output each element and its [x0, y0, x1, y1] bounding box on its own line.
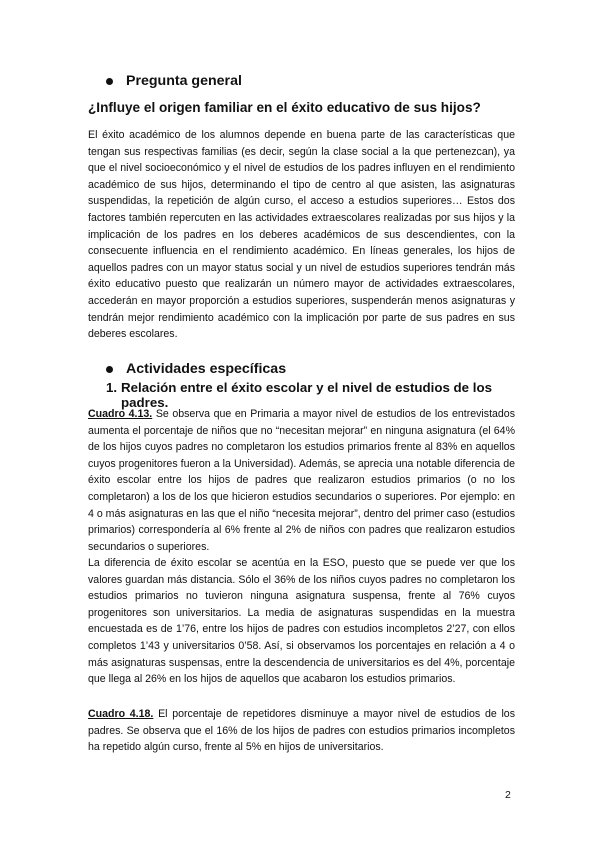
- item-title: Relación entre el éxito escolar y el nivel de estudios de los padres.: [121, 380, 492, 410]
- paragraph-cuadro-4-13: [88, 406, 515, 555]
- general-question: ¿Influye el origen familiar en el éxito educativo de sus hijos?: [88, 100, 481, 115]
- item-number: 1.: [106, 380, 118, 395]
- specific-heading: [88, 361, 515, 377]
- table-reference: Cuadro 4.18.: [88, 708, 154, 720]
- page-number: 2: [505, 789, 511, 801]
- bullet-icon: [106, 366, 113, 373]
- general-heading: [88, 73, 515, 89]
- general-paragraph: El éxito académico de los alumnos depende en buena parte de las características que tengan sus respectivas familias (es decir, según la clase social a la que pertenezcan), ya que el nivel socioeconómico y el nivel de estudios de los padres influyen en el rendimiento académico de sus hijos, determinando el tipo de centro al que asisten, las asignaturas suspendidas, la repetición de algún curso, el acceso a estudios superiores… Estos dos factores también repercuten en las actividades extraescolares realizadas por sus hijos y la implicación de los padres en los deberes académicos de sus descendientes, con la consecuente influencia en el rendimiento académico. En líneas generales, los hijos de aquellos padres con un mayor status social y un nivel de estudios superiores tendrán más éxito educativo puesto que realizarán un número mayor de actividades extraescolares, accederán en mayor proporción a estudios superiores, suspenderán menos asignaturas y tendrán mejor rendimiento académico con la implicación por parte de sus padres en sus deberes escolares.: [88, 129, 515, 341]
- general-heading-text: Pregunta general: [126, 73, 242, 89]
- paragraph-text: El porcentaje de repetidores disminuye a mayor nivel de estudios de los padres. Se observa que el 16% de los hijos de padres con estudios primarios incompletos ha repetido algún curso, frente al 5% en hijos de universitarios.: [88, 708, 515, 754]
- specific-heading-text: Actividades específicas: [126, 361, 287, 377]
- paragraph-text: Se observa que en Primaria a mayor nivel de estudios de los entrevistados aumenta el porcentaje de niños que no “necesitan mejorar” en ninguna asignatura (el 64% de los hijos cuyos padres no completaron los estudios primarios frente al 83% en aquellos cuyos progenitores fueron a la Universidad). Además, se aprecia una notable diferencia de éxito escolar entre los hijos de padres que realizaron estudios primarios (o no los completaron) a los de los que hicieron estudios secundarios o superiores. Por ejemplo: en 4 o más asignaturas en las que el niño “necesita mejorar”, dentro del primer caso (estudios primarios) correspondería al 6% frente al 2% de niños con padres que realizaron estudios secundarios o superiores.: [88, 408, 515, 553]
- paragraph-eso: La diferencia de éxito escolar se acentúa en la ESO, puesto que se puede ver que los valores guardan más distancia. Sólo el 36% de los niños cuyos padres no completaron los estudios primarios no tuvieron ninguna asignatura suspensa, frente al 76% cuyos progenitores son universitarios. La media de asignaturas suspendidas en la muestra encuestada es de 1’76, entre los hijos de padres con estudios incompletos 2’27, con ellos completos 1’43 y universitarios 0’58. Así, si observamos los porcentajes en relación a 4 o más asignaturas suspensas, entre la descendencia de universitarios es del 4%, porcentaje que llega al 26% en los hijos de aquellos que acabaron los estudios primarios.: [88, 557, 515, 686]
- paragraph-cuadro-4-18: [88, 706, 515, 756]
- table-reference: Cuadro 4.13.: [88, 408, 153, 420]
- bullet-icon: [106, 78, 113, 85]
